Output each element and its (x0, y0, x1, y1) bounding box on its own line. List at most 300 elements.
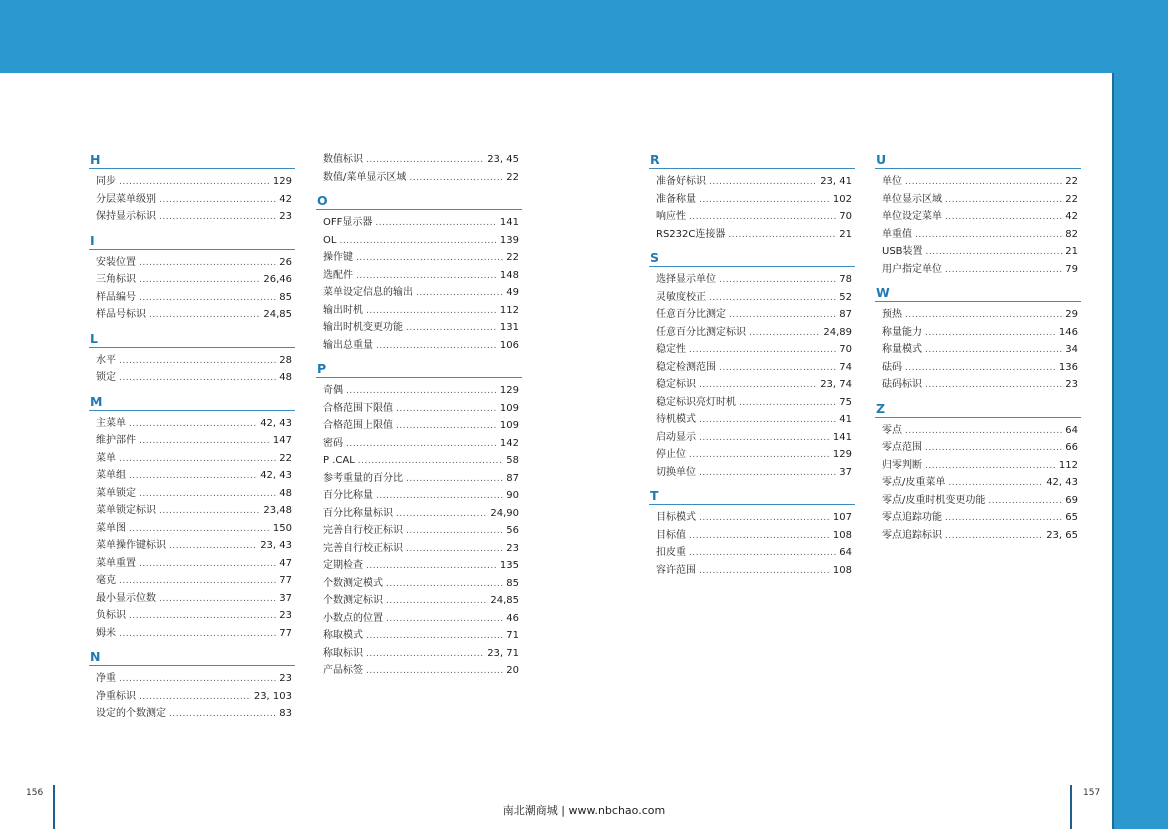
index-page-refs: 129 (832, 449, 852, 460)
index-page-refs: 136 (1058, 361, 1078, 373)
index-entry (875, 341, 1081, 359)
index-page-refs: 82 (1065, 228, 1078, 240)
index-entry (89, 173, 295, 191)
index-page-refs: 21 (839, 228, 852, 240)
index-term: 砝码标识 (882, 379, 922, 390)
dot-leader (945, 528, 1043, 546)
dot-leader (139, 689, 251, 707)
dot-leader (396, 401, 497, 419)
index-entry (89, 502, 295, 520)
index-term: 数值标识 (323, 154, 363, 165)
index-entry (316, 522, 522, 540)
index-entry (875, 208, 1081, 226)
index-page-refs: 112 (499, 304, 519, 316)
dot-leader (409, 170, 503, 188)
index-entry (316, 470, 522, 488)
index-term: 完善自行校正标识 (323, 525, 403, 536)
index-entry (316, 645, 522, 663)
right-page-number: 157 (1083, 788, 1101, 798)
index-entry (89, 415, 295, 433)
index-entry (649, 173, 855, 191)
index-page-refs: 64 (1065, 424, 1078, 436)
index-page-refs: 142 (499, 437, 519, 449)
dot-leader (416, 285, 503, 303)
dot-leader (689, 209, 836, 227)
index-entry (89, 289, 295, 307)
dot-leader (139, 255, 276, 273)
dot-leader (689, 342, 836, 360)
left-page-number: 156 (26, 788, 44, 798)
index-term: 启动显示 (656, 431, 696, 443)
index-term: 菜单组 (96, 470, 126, 481)
index-section (89, 394, 295, 643)
dot-leader (709, 290, 836, 308)
index-page-refs: 139 (499, 234, 519, 246)
dot-leader (699, 465, 836, 483)
index-page-refs: 22 (279, 452, 292, 464)
index-page-refs: 42, 43 (1046, 477, 1078, 488)
index-page-refs: 52 (839, 291, 852, 303)
index-page-refs: 20 (506, 665, 519, 676)
dot-leader (366, 303, 497, 321)
index-term: 输出总重量 (323, 339, 373, 351)
dot-leader (719, 272, 836, 290)
dot-leader (926, 244, 1063, 262)
section-letter-heading: S (649, 250, 855, 267)
dot-leader (689, 545, 836, 563)
index-term: 净重 (96, 673, 116, 684)
index-entry (316, 382, 522, 400)
dot-leader (169, 706, 276, 724)
index-page-refs: 83 (279, 708, 292, 719)
index-entry (875, 509, 1081, 527)
index-entry (649, 306, 855, 324)
index-term: P .CAL (323, 455, 355, 466)
dot-leader (728, 227, 836, 245)
index-term: 目标模式 (656, 512, 696, 523)
dot-leader (366, 558, 497, 576)
index-term: 称取模式 (323, 630, 363, 641)
index-page-refs: 77 (279, 627, 292, 639)
index-entry (875, 324, 1081, 342)
index-term: 菜单锁定标识 (96, 505, 156, 516)
dot-leader (129, 416, 257, 434)
section-letter-heading: N (89, 649, 295, 666)
index-page-refs: 90 (506, 490, 519, 501)
index-section (875, 285, 1081, 394)
index-entry (649, 376, 855, 394)
index-term: 最小显示位数 (96, 592, 156, 604)
index-term: 百分比称量 (323, 490, 373, 501)
index-page-refs: 23 (279, 610, 292, 621)
index-term: 选配件 (323, 269, 353, 281)
index-page-refs: 22 (506, 252, 519, 263)
index-page-refs: 75 (839, 396, 852, 408)
dot-leader (699, 412, 836, 430)
dot-leader (366, 646, 484, 664)
index-term: 称量能力 (882, 326, 922, 338)
index-entry (89, 271, 295, 289)
index-entry (875, 306, 1081, 324)
index-term: 零点追踪功能 (882, 512, 942, 523)
index-term: 产品标签 (323, 665, 363, 676)
index-page-refs: 108 (832, 529, 852, 541)
dot-leader (925, 458, 1056, 476)
index-page-refs: 146 (1058, 326, 1078, 338)
index-entry (316, 435, 522, 453)
index-page-refs: 66 (1065, 442, 1078, 453)
dot-leader (699, 430, 830, 448)
index-term: RS232C连接器 (656, 228, 726, 240)
index-term: 稳定标识亮灯时机 (656, 396, 736, 408)
dot-leader (396, 506, 487, 524)
index-page-refs: 23, 45 (487, 154, 519, 165)
index-page-refs: 106 (499, 339, 519, 351)
dot-leader (406, 523, 503, 541)
index-page-refs: 85 (506, 577, 519, 589)
index-page-refs: 23 (279, 673, 292, 684)
dot-leader (129, 521, 270, 539)
index-term: 菜单锁定 (96, 487, 136, 499)
dot-leader (346, 436, 497, 454)
index-term: 单位设定菜单 (882, 211, 942, 222)
index-term: 稳定检测范围 (656, 361, 716, 373)
index-section (89, 649, 295, 723)
section-letter-heading: H (89, 152, 295, 169)
index-entry (649, 208, 855, 226)
index-entry (649, 429, 855, 447)
dot-leader (346, 383, 497, 401)
index-term: 扣皮重 (656, 547, 686, 558)
dot-leader (376, 338, 497, 356)
index-page-refs: 141 (832, 431, 852, 443)
index-page-refs: 78 (839, 274, 852, 285)
index-entry (316, 169, 522, 187)
dot-leader (386, 611, 503, 629)
index-page-refs: 22 (1065, 193, 1078, 205)
index-entry (89, 537, 295, 555)
index-entry (316, 505, 522, 523)
index-term: 样品编号 (96, 291, 136, 303)
index-entry (649, 464, 855, 482)
index-page-refs: 70 (839, 211, 852, 222)
index-term: 小数点的位置 (323, 612, 383, 624)
index-term: 安装位置 (96, 256, 136, 268)
index-term: 百分比称量标识 (323, 507, 393, 519)
dot-leader (159, 591, 276, 609)
section-letter-heading: Z (875, 401, 1081, 418)
dot-leader (719, 360, 836, 378)
index-entry (316, 337, 522, 355)
index-page-refs: 24,85 (263, 309, 292, 320)
index-entry (649, 359, 855, 377)
index-entry (875, 376, 1081, 394)
index-term: 称量模式 (882, 344, 922, 355)
index-section (316, 151, 522, 186)
index-entry (89, 520, 295, 538)
dot-leader (709, 174, 817, 192)
index-page-refs: 23, 71 (487, 647, 519, 659)
index-section (875, 152, 1081, 278)
index-term: 合格范围下限值 (323, 402, 393, 414)
index-page-refs: 46 (506, 612, 519, 624)
index-term: 切换单位 (656, 466, 696, 478)
index-page-refs: 65 (1065, 512, 1078, 523)
index-page-refs: 69 (1065, 494, 1078, 506)
index-page-refs: 129 (499, 385, 519, 396)
dot-leader (366, 663, 503, 681)
dot-leader (925, 440, 1062, 458)
index-term: OL (323, 234, 337, 246)
index-entry (875, 439, 1081, 457)
index-entry (316, 540, 522, 558)
dot-leader (119, 370, 276, 388)
dot-leader (689, 447, 830, 465)
index-entry (649, 411, 855, 429)
index-term: 零点/皮重时机变更功能 (882, 494, 986, 506)
index-term: 容许范围 (656, 564, 696, 576)
index-entry (875, 422, 1081, 440)
section-letter-heading: I (89, 233, 295, 250)
section-letter-heading: M (89, 394, 295, 411)
index-term: 稳定标识 (656, 379, 696, 390)
index-entry (316, 627, 522, 645)
index-term: 主菜单 (96, 417, 126, 429)
index-page-refs: 87 (506, 472, 519, 484)
index-page-refs: 49 (506, 287, 519, 298)
dot-leader (159, 503, 260, 521)
index-term: 准备好标识 (656, 176, 706, 187)
dot-leader (905, 423, 1062, 441)
dot-leader (129, 608, 276, 626)
dot-leader (699, 192, 830, 210)
dot-leader (729, 307, 836, 325)
index-entry (89, 432, 295, 450)
dot-leader (988, 493, 1062, 511)
index-term: 定期检查 (323, 560, 363, 571)
dot-leader (159, 209, 276, 227)
index-page-refs: 42, 43 (260, 417, 292, 429)
index-term: 分层菜单级别 (96, 193, 156, 205)
index-section (649, 152, 855, 243)
index-term: 待机模式 (656, 414, 696, 425)
index-section (89, 233, 295, 324)
index-term: 个数测定模式 (323, 577, 383, 589)
index-term: 稳定性 (656, 344, 686, 355)
index-entry (316, 267, 522, 285)
dot-leader (945, 510, 1062, 528)
index-entry (316, 319, 522, 337)
dot-leader (905, 307, 1062, 325)
index-page-refs: 24,85 (490, 595, 519, 606)
index-page-refs: 79 (1065, 263, 1078, 275)
index-entry (875, 492, 1081, 510)
dot-leader (386, 576, 503, 594)
index-section (316, 361, 522, 680)
index-page-refs: 42 (279, 193, 292, 205)
index-entry (89, 450, 295, 468)
index-page-refs: 85 (279, 291, 292, 303)
index-page-refs: 102 (832, 193, 852, 205)
index-term: 灵敏度校正 (656, 291, 706, 303)
index-term: 称取标识 (323, 647, 363, 659)
index-term: 毫克 (96, 575, 116, 586)
dot-leader (119, 671, 276, 689)
index-page-refs: 42, 43 (260, 470, 292, 481)
index-term: 准备称量 (656, 193, 696, 205)
index-term: 单位 (882, 176, 902, 187)
index-page-refs: 42 (1065, 211, 1078, 222)
index-page-refs: 22 (1065, 176, 1078, 187)
dot-leader (159, 192, 276, 210)
index-section (316, 193, 522, 354)
dot-leader (406, 471, 503, 489)
dot-leader (119, 353, 276, 371)
dot-leader (945, 262, 1062, 280)
index-term: 净重标识 (96, 690, 136, 702)
index-page-refs: 147 (272, 435, 292, 446)
index-term: OFF显示器 (323, 217, 373, 228)
index-entry (649, 394, 855, 412)
index-entry (649, 509, 855, 527)
dot-leader (119, 174, 270, 192)
index-page-refs: 47 (279, 557, 292, 569)
index-page-refs: 24,89 (823, 326, 852, 338)
index-entry (875, 457, 1081, 475)
index-page-refs: 109 (499, 402, 519, 414)
index-column-3 (649, 152, 855, 586)
index-page-refs: 74 (839, 361, 852, 373)
section-letter-heading: U (875, 152, 1081, 169)
dot-leader (356, 250, 503, 268)
index-page-refs: 41 (839, 414, 852, 425)
index-page-refs: 107 (832, 512, 852, 523)
index-entry (316, 214, 522, 232)
dot-leader (376, 488, 503, 506)
index-term: 输出时机 (323, 304, 363, 316)
index-term: 完善自行校正标识 (323, 542, 403, 554)
dot-leader (406, 541, 503, 559)
index-page-refs: 135 (499, 560, 519, 571)
index-entry (316, 249, 522, 267)
index-page-refs: 70 (839, 344, 852, 355)
dot-leader (905, 174, 1062, 192)
index-page-refs: 150 (272, 522, 292, 534)
index-term: 密码 (323, 437, 343, 449)
index-page-refs: 23 (279, 211, 292, 222)
dot-leader (749, 325, 820, 343)
index-term: 水平 (96, 354, 116, 366)
index-term: 单重值 (882, 228, 912, 240)
index-entry (89, 254, 295, 272)
index-column-1 (89, 152, 295, 730)
index-term: 预热 (882, 309, 902, 320)
index-entry (89, 688, 295, 706)
index-entry (649, 446, 855, 464)
section-letter-heading: W (875, 285, 1081, 302)
index-term: 任意百分比测定标识 (656, 326, 746, 338)
index-term: 砝码 (882, 361, 902, 373)
index-term: 负标识 (96, 610, 126, 621)
index-term: 归零判断 (882, 459, 922, 471)
index-page-refs: 22 (506, 171, 519, 183)
index-entry (875, 474, 1081, 492)
index-entry (875, 243, 1081, 261)
dot-leader (925, 325, 1056, 343)
dot-leader (375, 215, 497, 233)
index-term: 任意百分比测定 (656, 309, 726, 320)
index-term: 同步 (96, 176, 116, 187)
index-page-refs: 71 (506, 630, 519, 641)
index-term: 零点 (882, 424, 902, 436)
index-entry (649, 544, 855, 562)
dot-leader (339, 233, 496, 251)
index-entry (89, 590, 295, 608)
index-page-refs: 48 (279, 487, 292, 499)
index-page-refs: 37 (839, 466, 852, 478)
index-term: 保持显示标识 (96, 211, 156, 222)
index-entry (649, 271, 855, 289)
index-entry (316, 610, 522, 628)
index-term: 零点/皮重菜单 (882, 477, 946, 488)
index-page-refs: 24,90 (490, 507, 519, 519)
index-entry (89, 572, 295, 590)
index-term: 维护部件 (96, 435, 136, 446)
dot-leader (905, 360, 1056, 378)
index-entry (316, 151, 522, 169)
dot-leader (386, 593, 487, 611)
dot-leader (366, 628, 503, 646)
dot-leader (945, 192, 1062, 210)
dot-leader (945, 209, 1062, 227)
index-term: 停止位 (656, 449, 686, 460)
index-page-refs: 21 (1065, 246, 1078, 257)
index-term: 数值/菜单显示区域 (323, 171, 407, 183)
index-entry (316, 452, 522, 470)
index-entry (649, 191, 855, 209)
index-term: 菜单图 (96, 522, 126, 534)
index-term: 样品号标识 (96, 309, 146, 320)
index-page-refs: 87 (839, 309, 852, 320)
index-column-2 (316, 152, 522, 687)
index-entry (89, 625, 295, 643)
index-page-refs: 23, 65 (1046, 529, 1078, 541)
index-page-refs: 148 (499, 269, 519, 281)
dot-leader (396, 418, 497, 436)
index-page-refs: 77 (279, 575, 292, 586)
index-page-refs: 23, 43 (260, 540, 292, 551)
dot-leader (699, 377, 817, 395)
index-page-refs: 26,46 (263, 274, 292, 285)
index-page-refs: 48 (279, 372, 292, 383)
index-entry (649, 562, 855, 580)
index-page-refs: 28 (279, 354, 292, 366)
index-entry (89, 352, 295, 370)
dot-leader (925, 342, 1062, 360)
index-term: 输出时机变更功能 (323, 322, 403, 333)
index-entry (316, 557, 522, 575)
index-term: 奇偶 (323, 385, 343, 396)
index-entry (89, 467, 295, 485)
index-page-refs: 23,48 (263, 505, 292, 516)
index-entry (316, 592, 522, 610)
index-term: 个数测定标识 (323, 595, 383, 606)
index-entry (316, 662, 522, 680)
index-term: 菜单重置 (96, 557, 136, 569)
dot-leader (139, 290, 276, 308)
index-term: 合格范围上限值 (323, 420, 393, 431)
index-page-refs: 23 (506, 542, 519, 554)
